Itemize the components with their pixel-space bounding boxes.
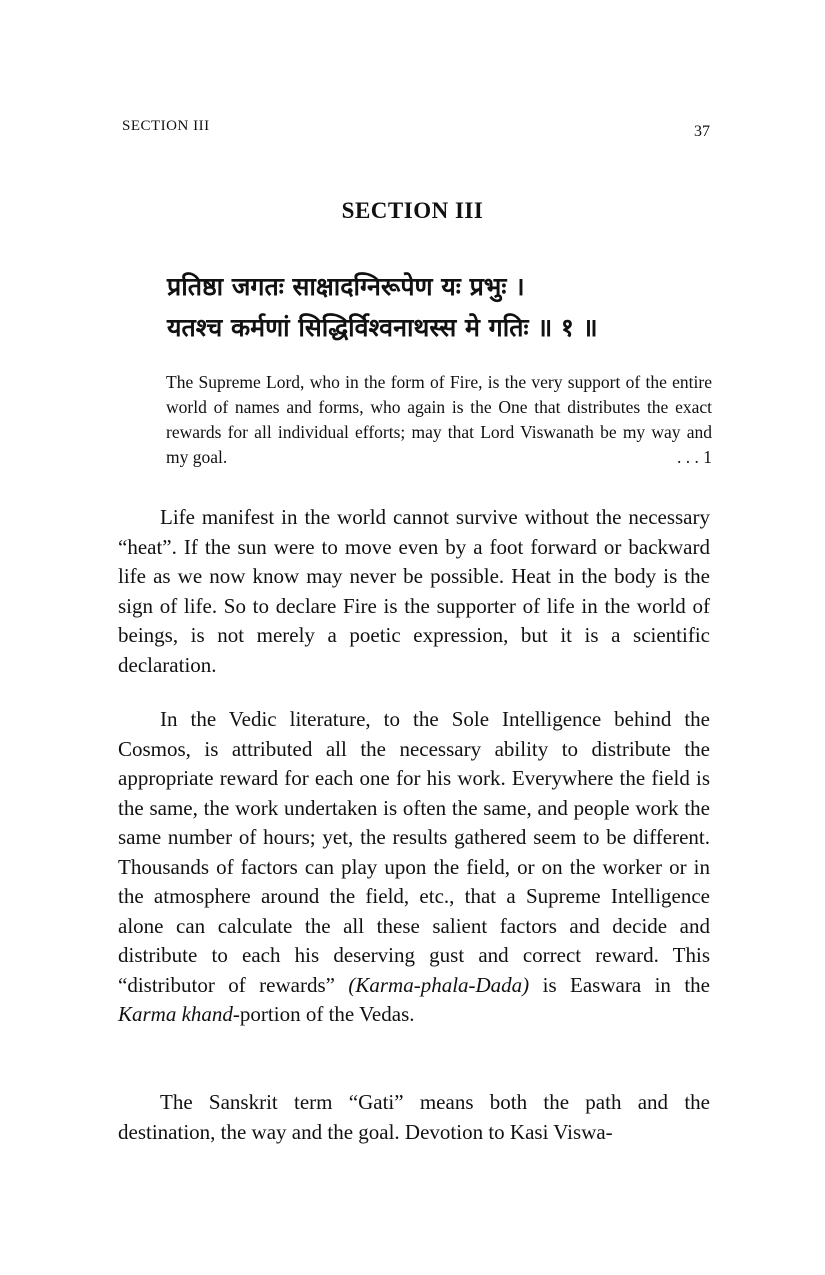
paragraph-3 (118, 1088, 710, 1147)
sanskrit-term-karma-phala-dada: (Karma-phala-Dada) (348, 972, 530, 997)
paragraph-2-middle: is Easwara in the (542, 972, 710, 997)
section-title: SECTION III (341, 198, 484, 223)
translation-text: The Supreme Lord, who in the form of Fire, is the very support of the entire world of names and forms, who again is the One that distributes the exact rewards for all individual efforts; may that Lord Viswanath be my way and my goal. (166, 372, 712, 467)
paragraph-1 (118, 503, 710, 680)
verse-line-2: यतश्च कर्मणां सिद्धिर्विश्वनाथस्स मे गतिः ॥ १ ॥ (167, 313, 598, 342)
page-number: 37 (694, 123, 710, 140)
running-head: SECTION III (122, 118, 210, 134)
paragraph-2 (118, 705, 710, 1030)
paragraph-1-text: Life manifest in the world cannot survive without the necessary “heat”. If the sun were to move even by a foot forward or backward life as we now know may never be possible. Heat in the body is the sign of life. So to declare Fire is the supporter of life in the world of beings, is not merely a poetic expression, but it is a scientific declaration. (118, 505, 710, 677)
paragraph-2-end: -portion of the Vedas. (232, 1002, 415, 1026)
verse-translation (166, 370, 712, 470)
sanskrit-term-karma-khand: Karma khand (118, 1002, 233, 1026)
paragraph-3-text: The Sanskrit term “Gati” means both the path and the destination, the way and the goal. Devotion to Kasi Viswa- (118, 1090, 710, 1144)
verse-line-1: प्रतिष्ठा जगतः साक्षादग्निरूपेण यः प्रभुः । (167, 272, 525, 301)
verse-reference: . . . 1 (677, 447, 712, 467)
paragraph-2-text: In the Vedic literature, to the Sole Intelligence behind the Cosmos, is attributed all the necessary ability to distribute the appropriate reward for each one for his work. Everywhere the field is the same, the work undertaken is often the same, and people work the same number of hours; yet, the results gathered seem to be different. Thousands of factors can play upon the field, or on the worker or in the atmosphere around the field, etc., that a Supreme Intelligence alone can calculate the all these salient factors and decide and distribute to each his deserving gust and correct reward. This “distributor of rewards” (118, 707, 710, 997)
sanskrit-verse (167, 266, 727, 348)
